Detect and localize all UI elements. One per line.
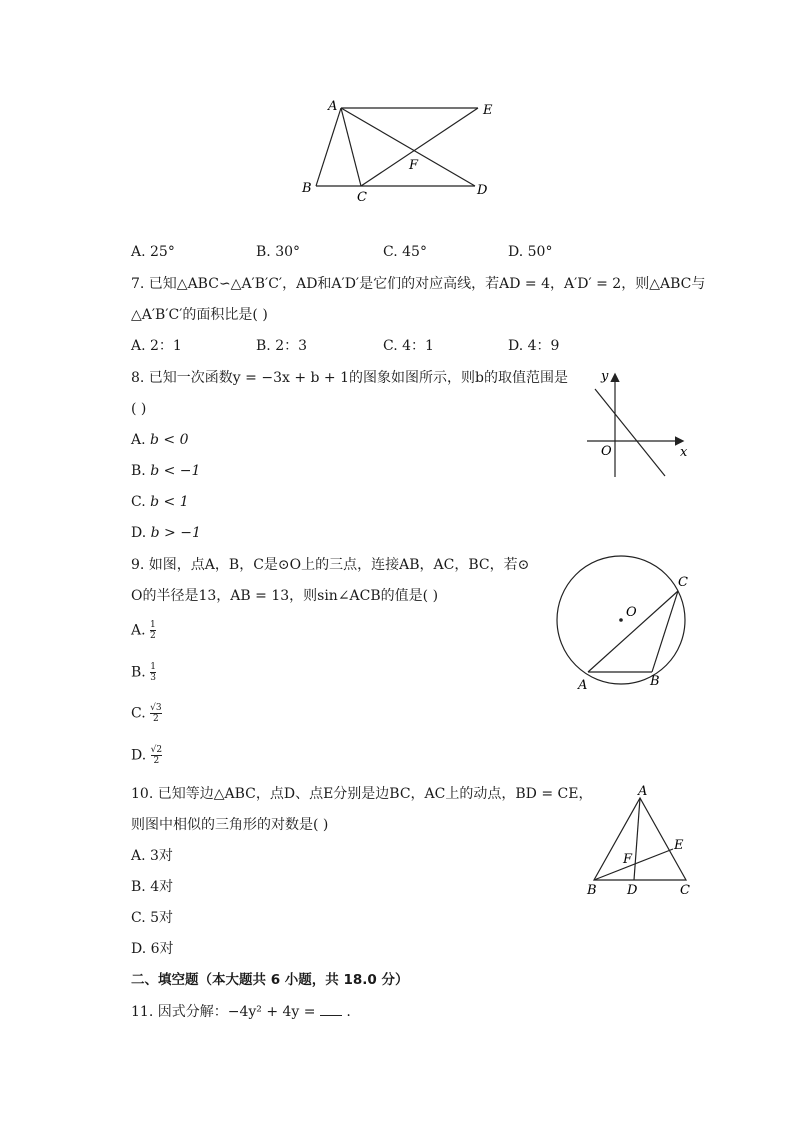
q9-option-a[interactable]: A. $\frac{1}{2}$ — [131, 620, 156, 641]
q10-label-b: B — [587, 883, 597, 898]
q10-label-a: A — [638, 784, 648, 799]
q9-stem-line2: O的半径是13，AB = 13，则sin∠ACB的值是( ) — [131, 588, 439, 604]
q11-answer-blank[interactable] — [320, 1003, 342, 1016]
q6-label-f: F — [409, 158, 419, 173]
q8-stem-line2: ( ) — [131, 401, 147, 417]
q8-option-a[interactable]: A. b < 0 — [131, 432, 189, 448]
q9-label-o: O — [626, 605, 637, 620]
q6-figure — [300, 95, 500, 205]
q6-option-a[interactable]: A. 25° — [131, 244, 175, 260]
q10-option-a[interactable]: A. 3对 — [131, 848, 173, 864]
q8-axis-x-label: x — [680, 445, 688, 460]
q8-graph — [585, 365, 695, 480]
q7-option-b[interactable]: B. 2：3 — [256, 338, 308, 354]
section2-heading: 二、填空题（本大题共 6 小题，共 18.0 分） — [131, 972, 409, 988]
q11-question — [131, 1003, 351, 1021]
q9-option-b[interactable]: B. $\frac{1}{3}$ — [131, 662, 156, 683]
q10-option-c[interactable]: C. 5对 — [131, 910, 174, 926]
q10-label-f: F — [623, 852, 633, 867]
q10-option-d[interactable]: D. 6对 — [131, 941, 174, 957]
q7-option-a[interactable]: A. 2：1 — [131, 338, 182, 354]
q8-axis-y-label: y — [601, 369, 609, 384]
q8-option-d[interactable]: D. b > −1 — [131, 525, 201, 541]
q8-origin-label: O — [601, 444, 612, 459]
q10-stem-line2: 则图中相似的三角形的对数是( ) — [131, 817, 329, 833]
q7-option-c[interactable]: C. 4：1 — [383, 338, 434, 354]
q10-option-b[interactable]: B. 4对 — [131, 879, 174, 895]
q7-stem-line1: 7. 已知△ABC∽△A′B′C′，AD和A′D′是它们的对应高线，若AD = 4，A′D′ = 2，则△ABC与 — [131, 276, 706, 292]
q6-label-a: A — [328, 99, 338, 114]
q6-label-b: B — [302, 181, 312, 196]
q9-label-a: A — [578, 678, 588, 693]
q8-option-b[interactable]: B. b < −1 — [131, 463, 201, 479]
q6-label-e: E — [483, 103, 493, 118]
q7-stem-line2: △A′B′C′的面积比是( ) — [131, 307, 268, 323]
q10-triangle-figure — [582, 783, 697, 898]
q10-label-e: E — [674, 838, 684, 853]
q6-option-b[interactable]: B. 30° — [256, 244, 301, 260]
q9-option-c[interactable]: C. $\frac{√3}{2}$ — [131, 703, 162, 724]
q6-label-c: C — [357, 190, 367, 205]
q9-option-d[interactable]: D. $\frac{√2}{2}$ — [131, 745, 163, 766]
q6-option-c[interactable]: C. 45° — [383, 244, 427, 260]
q9-label-b: B — [650, 674, 660, 689]
q11-stem: 11. 因式分解：−4y² + 4y = — [131, 1004, 316, 1020]
q7-option-d[interactable]: D. 4：9 — [508, 338, 560, 354]
q11-tail: . — [346, 1004, 351, 1020]
q6-option-d[interactable]: D. 50° — [508, 244, 553, 260]
q10-label-d: D — [627, 883, 638, 898]
q9-label-c: C — [678, 575, 688, 590]
q10-label-c: C — [680, 883, 690, 898]
q9-stem-line1: 9. 如图，点A，B，C是⊙O上的三点，连接AB，AC，BC，若⊙ — [131, 557, 530, 573]
q8-stem-line1: 8. 已知一次函数y = −3x + b + 1的图象如图所示，则b的取值范围是 — [131, 370, 568, 386]
q10-stem-line1: 10. 已知等边△ABC，点D、点E分别是边BC，AC上的动点，BD = CE， — [131, 786, 593, 802]
q9-circle-figure — [550, 555, 700, 695]
q6-label-d: D — [477, 183, 488, 198]
q8-option-c[interactable]: C. b < 1 — [131, 494, 189, 510]
